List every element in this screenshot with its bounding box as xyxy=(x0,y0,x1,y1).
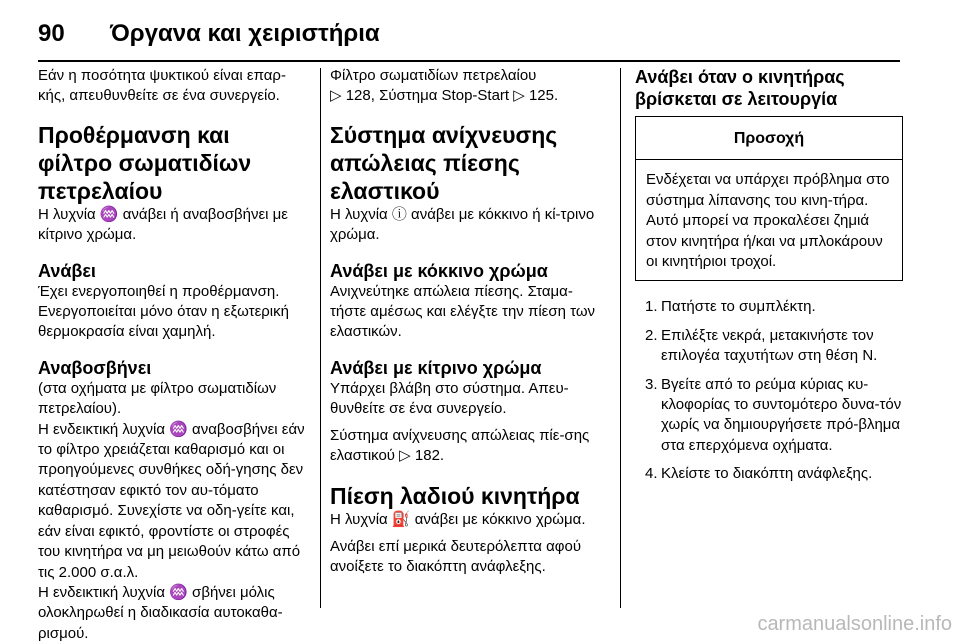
steps-list xyxy=(635,297,903,484)
step-text: Βγείτε από το ρεύμα κύριας κυ-κλοφορίας το συντομότερο δυνα-τόν χωρίς να δημιουργήσετε πρό-βλημα στα επερχόμενα οχήματα. xyxy=(661,375,902,454)
caution-box xyxy=(635,116,903,281)
flash-text-3: Η ενδεικτική λυχνία ♒ σβήνει μόλις ολοκληρωθεί η διαδικασία αυτοκαθα-ρισμού. xyxy=(38,583,283,642)
yellow-ref: Σύστημα ανίχνευσης απώλειας πίε-σης ελαστικού ▷ 182. xyxy=(330,426,590,465)
list-item xyxy=(635,326,903,367)
yellow-text: Υπάρχει βλάβη στο σύστημα. Απευ-θυνθείτε σε ένα συνεργείο. xyxy=(330,379,569,418)
step-number: 4. xyxy=(645,465,658,483)
column-divider-2 xyxy=(620,68,621,608)
red-text: Ανιχνεύτηκε απώλεια πίεσης. Σταμα-τήστε αμέσως και ελέγξτε την πίεση των ελαστικών. xyxy=(330,282,596,341)
intro-paragraph: Εάν η ποσότητα ψυκτικού είναι επαρ-κής, απευθυνθείτε σε ένα συνεργείο. xyxy=(38,67,286,105)
heading-tpms: Σύστημα ανίχνευσης απώλειας πίεσης ελαστικού xyxy=(330,121,558,204)
column-divider-1 xyxy=(320,68,321,608)
step-number: 2. xyxy=(645,326,658,344)
page-title: Όργανα και χειριστήρια xyxy=(110,20,380,47)
header-rule xyxy=(38,60,900,62)
step-text: Πατήστε το συμπλέκτη. xyxy=(661,298,816,316)
list-item xyxy=(635,375,903,457)
heading-running: Ανάβει όταν ο κινητήρας βρίσκεται σε λειτουργία xyxy=(635,67,845,109)
step-text: Κλείστε το διακόπτη ανάφλεξης. xyxy=(661,465,873,483)
ref-text: Φίλτρο σωματιδίων πετρελαίου xyxy=(330,67,537,84)
flash-text-1: (στα οχήματα με φίλτρο σωματιδίων πετρελαίου). xyxy=(38,379,277,418)
ref-line: ▷ 128, Σύστημα Stop-Start ▷ 125. xyxy=(330,87,559,105)
heading-oil: Πίεση λαδιού κινητήρα xyxy=(330,483,580,510)
column-1 xyxy=(38,66,310,644)
preheat-text: Η λυχνία ♒ ανάβει ή αναβοσβήνει με κίτρινο χρώμα. xyxy=(38,205,288,244)
step-number: 3. xyxy=(645,375,658,393)
page-header xyxy=(0,0,960,62)
heading-yellow: Ανάβει με κίτρινο χρώμα xyxy=(330,357,542,378)
list-item xyxy=(635,464,903,484)
step-text: Επιλέξτε νεκρά, μετακινήστε τον επιλογέα ταχυτήτων στη θέση N. xyxy=(661,326,878,365)
caution-title: Προσοχή xyxy=(636,117,902,160)
column-2 xyxy=(330,66,605,578)
page-number: 90 xyxy=(38,20,65,47)
lit-text: Έχει ενεργοποιηθεί η προθέρμανση. Ενεργοποιείται μόνο όταν η εξωτερική θερμοκρασία είναι χαμηλή. xyxy=(38,282,289,341)
flash-text-2: Η ενδεικτική λυχνία ♒ αναβοσβήνει εάν το φίλτρο χρειάζεται καθαρισμό και οι προηγούμενες συνθήκες οδή-γησης δεν κατέστησαν εφικτό τον αυ-τόματο καθαρισμό. Συνεχίστε να οδη-γείτε και, εάν είναι εφικτό, φροντίστε οι στροφές του κινητήρα να μη μειωθούν κάτω από τις 2.000 σ.α.λ. xyxy=(38,420,305,581)
heading-lit: Ανάβει xyxy=(38,260,96,281)
heading-flash: Αναβοσβήνει xyxy=(38,357,152,378)
heading-preheat: Προθέρμανση και φίλτρο σωματιδίων πετρελαίου xyxy=(38,121,252,204)
heading-red: Ανάβει με κόκκινο χρώμα xyxy=(330,260,548,281)
step-number: 1. xyxy=(645,298,658,316)
list-item xyxy=(635,297,903,317)
tpms-text: Η λυχνία ⓘ ανάβει με κόκκινο ή κί-τρινο χρώμα. xyxy=(330,205,595,244)
oil-text-2: Ανάβει επί μερικά δευτερόλεπτα αφού ανοίξετε το διακόπτη ανάφλεξης. xyxy=(330,537,582,576)
caution-text: Ενδέχεται να υπάρχει πρόβλημα στο σύστημα λίπανσης του κινη-τήρα. Αυτό μπορεί να προκαλέσει ζημιά στον κινητήρα ή/και να μπλοκάρουν οι κινητήριοι τροχοί. xyxy=(646,171,890,271)
watermark: carmanualsonline.info xyxy=(757,613,952,635)
column-3 xyxy=(635,66,903,493)
oil-text: Η λυχνία ⛽ ανάβει με κόκκινο χρώμα. xyxy=(330,511,586,529)
